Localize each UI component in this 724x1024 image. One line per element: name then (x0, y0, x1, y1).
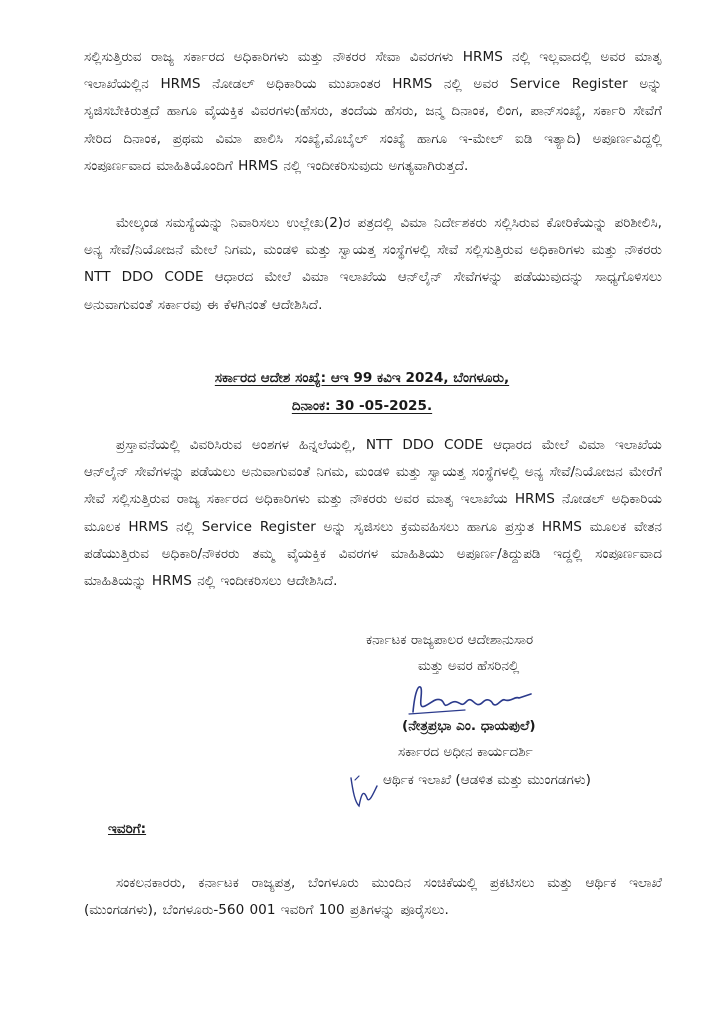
paragraph-problem-resolution: ಮೇಲ್ಕಂಡ ಸಮಸ್ಯೆಯನ್ನು ನಿವಾರಿಸಲು ಉಲ್ಲೇಖ(2)ರ ಪತ್ರದಲ್ಲಿ ವಿಮಾ ನಿರ್ದೇಶಕರು ಸಲ್ಲಿಸಿರುವ ಕೋರಿಕೆಯನ್ನು ಪರಿಶೀಲಿಸಿ, ಅನ್ಯ ಸೇವೆ/ನಿಯೋಜನೆ ಮೇಲೆ ನಿಗಮ, ಮಂಡಳಿ ಮತ್ತು ಸ್ವಾಯತ್ತ ಸಂಸ್ಥೆಗಳಲ್ಲಿ ಸೇವೆ ಸಲ್ಲಿಸುತ್ತಿರುವ ಅಧಿಕಾರಿಗಳು ಮತ್ತು ನೌಕರರು NTT DDO CODE ಆಧಾರದ ಮೇಲೆ ವಿಮಾ ಇಲಾಖೆಯ ಆನ್‌ಲೈನ್ ಸೇವೆಗಳನ್ನು ಪಡೆಯುವುದನ್ನು ಸಾಧ್ಯಗೊಳಿಸಲು ಅನುವಾಗುವಂತೆ ಸರ್ಕಾರವು ಈ ಕೆಳಗಿನಂತೆ ಆದೇಶಿಸಿದೆ. (84, 215, 662, 313)
paragraph-recipients: ಸಂಕಲನಕಾರರು, ಕರ್ನಾಟಕ ರಾಜ್ಯಪತ್ರ, ಬೆಂಗಳೂರು ಮುಂದಿನ ಸಂಚಿಕೆಯಲ್ಲಿ ಪ್ರಕಟಿಸಲು ಮತ್ತು ಆರ್ಥಿಕ ಇಲಾಖೆ (ಮುಂಗಡಗಳು), ಬೆಂಗಳೂರು-560 001 ಇವರಿಗೆ 100 ಪ್ರತಿಗಳನ್ನು ಪೂರೈಸಲು. (84, 875, 662, 919)
signatory-designation: ಸರ್ಕಾರದ ಅಧೀನ ಕಾರ್ಯದರ್ಶಿ (398, 744, 533, 760)
recipients-heading: ಇವರಿಗೆ: (108, 821, 147, 837)
paragraph-order-body: ಪ್ರಸ್ತಾವನೆಯಲ್ಲಿ ವಿವರಿಸಿರುವ ಅಂಶಗಳ ಹಿನ್ನಲೆಯಲ್ಲಿ, NTT DDO CODE ಆಧಾರದ ಮೇಲೆ ವಿಮಾ ಇಲಾಖೆಯ ಆನ್‌ಲೈನ್ ಸೇವೆಗಳನ್ನು ಪಡೆಯಲು ಅನುವಾಗುವಂತೆ ನಿಗಮ, ಮಂಡಳಿ ಮತ್ತು ಸ್ವಾಯತ್ತ ಸಂಸ್ಥೆಗಳಲ್ಲಿ ಅನ್ಯ ಸೇವೆ/ನಿಯೋಜನ ಮೇರೆಗೆ ಸೇವೆ ಸಲ್ಲಿಸುತ್ತಿರುವ ರಾಜ್ಯ ಸರ್ಕಾರದ ಅಧಿಕಾರಿಗಳು ಮತ್ತು ನೌಕರರು ಅವರ ಮಾತೃ ಇಲಾಖೆಯ HRMS ನೋಡಲ್ ಅಧಿಕಾರಿಯ ಮೂಲಕ HRMS ನಲ್ಲಿ Service Register ಅನ್ನು ಸೃಜಿಸಲು ಕ್ರಮವಹಿಸಲು ಹಾಗೂ ಪ್ರಸ್ತುತ HRMS ಮೂಲಕ ವೇತನ ಪಡೆಯುತ್ತಿರುವ ಅಧಿಕಾರಿ/ನೌಕರರು ತಮ್ಮ ವೈಯಕ್ತಿಕ ವಿವರಗಳ ಮಾಹಿತಿಯು ಅಪೂರ್ಣ/ತಿದ್ದುಪಡಿ ಇದ್ದಲ್ಲಿ ಸಂಪೂರ್ಣವಾದ ಮಾಹಿತಿಯನ್ನು HRMS ನಲ್ಲಿ ಇಂದೀಕರಿಸಲು ಆದೇಶಿಸಿದೆ. (84, 437, 662, 590)
signatory-department: ಆರ್ಥಿಕ ಇಲಾಖೆ (ಆಡಳಿತ ಮತ್ತು ಮುಂಗಡಗಳು) (383, 772, 591, 788)
governor-order-line: ಕರ್ನಾಟಕ ರಾಜ್ಯಪಾಲರ ಆದೇಶಾನುಸಾರ (366, 632, 534, 648)
order-number: ಸರ್ಕಾರದ ಆದೇಶ ಸಂಖ್ಯೆ: ಆಇ 99 ಕವಿಇ 2024, ಬೆಂಗಳೂರು, (214, 370, 510, 386)
initials-mark (345, 772, 381, 816)
order-date: ದಿನಾಂಕ: 30 -05-2025. (291, 398, 433, 414)
paragraph-service-details: ಸಲ್ಲಿಸುತ್ತಿರುವ ರಾಜ್ಯ ಸರ್ಕಾರದ ಅಧಿಕಾರಿಗಳು ಮತ್ತು ನೌಕರರ ಸೇವಾ ವಿವರಗಳು HRMS ನಲ್ಲಿ ಇಲ್ಲವಾದಲ್ಲಿ ಅವರ ಮಾತೃ ಇಲಾಖೆಯಲ್ಲಿನ HRMS ನೋಡಲ್ ಅಧಿಕಾರಿಯ ಮುಖಾಂತರ HRMS ನಲ್ಲಿ ಅವರ Service Register ಅನ್ನು ಸೃಜಿಸಬೇಕಿರುತ್ತದೆ ಹಾಗೂ ವೈಯಕ್ತಿಕ ವಿವರಗಳು(ಹೆಸರು, ತಂದೆಯ ಹೆಸರು, ಜನ್ಮ ದಿನಾಂಕ, ಲಿಂಗ, ಪಾನ್‌ಸಂಖ್ಯೆ, ಸರ್ಕಾರಿ ಸೇವೆಗೆ ಸೇರಿದ ದಿನಾಂಕ, ಪ್ರಥಮ ವಿಮಾ ಪಾಲಿಸಿ ಸಂಖ್ಯೆ,ಮೊಬೈಲ್ ಸಂಖ್ಯೆ ಹಾಗೂ ಇ-ಮೇಲ್ ಐಡಿ ಇತ್ಯಾದಿ) ಅಪೂರ್ಣವಿದ್ದಲ್ಲಿ ಸಂಪೂರ್ಣವಾದ ಮಾಹಿತಿಯೊಂದಿಗೆ HRMS ನಲ್ಲಿ ಇಂದೀಕರಿಸುವುದು ಅಗತ್ಯವಾಗಿರುತ್ತದೆ. (84, 49, 662, 174)
signatory-name: (ನೇತ್ರಪ್ರಭಾ ಎಂ. ಧಾಯಪುಲೆ) (402, 718, 536, 734)
in-name-line: ಮತ್ತು ಅವರ ಹೆಸರಿನಲ್ಲಿ (418, 658, 520, 674)
